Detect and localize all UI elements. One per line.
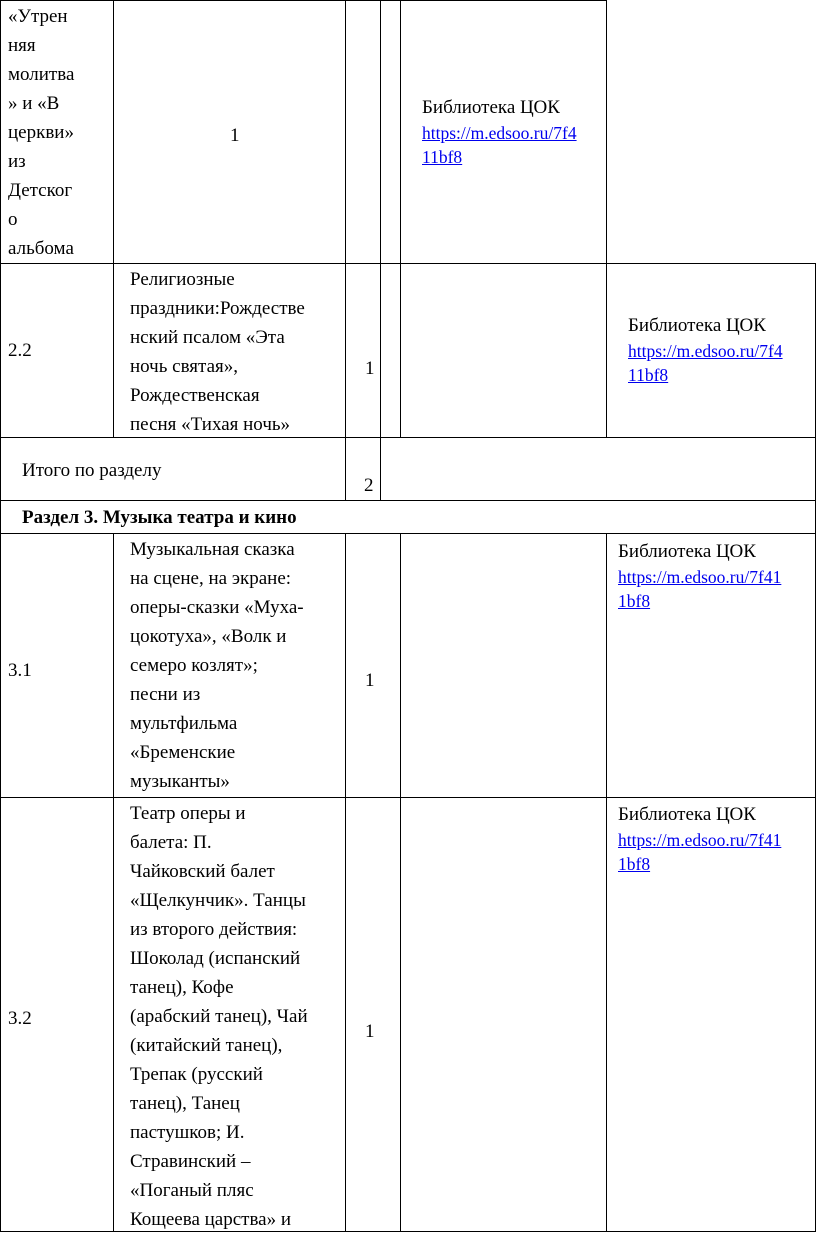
lesson-number: 3.1 (8, 660, 32, 681)
col-border (400, 0, 401, 263)
col-border (380, 437, 381, 500)
col-border (606, 263, 607, 437)
col-border (0, 263, 1, 437)
col-border (345, 797, 346, 1231)
lesson-hours: 1 (365, 1021, 375, 1042)
col-border (380, 263, 381, 437)
section-heading: Раздел 3. Музыка театра и кино (22, 507, 297, 528)
library-label: Библиотека ЦОК (618, 804, 756, 825)
col-border (400, 797, 401, 1231)
library-link[interactable]: https://m.edsoo.ru/7f41 1bf8 (618, 830, 782, 874)
library-label: Библиотека ЦОК (422, 97, 560, 118)
library-label: Библиотека ЦОК (628, 315, 766, 336)
col-border (606, 797, 607, 1231)
lesson-number: 3.2 (8, 1008, 32, 1029)
col-border (0, 437, 1, 500)
lesson-hours: 1 (365, 358, 375, 379)
library-label: Библиотека ЦОК (618, 541, 756, 562)
library-link[interactable]: https://m.edsoo.ru/7f41 1bf8 (618, 567, 782, 611)
row-border (0, 500, 816, 501)
library-cell (618, 539, 813, 613)
lesson-title: Музыкальная сказка на сцене, на экране: оперы-сказки «Муха- цокотуха», «Волк и семеро козлят»; песни из мультфильма «Бременские музыканты» (130, 539, 304, 792)
col-border (113, 797, 114, 1231)
col-border (400, 533, 401, 797)
col-border (0, 533, 1, 797)
col-border (0, 797, 1, 1231)
section-total-label: Итого по разделу (22, 460, 162, 481)
row-border (0, 263, 816, 264)
library-link[interactable]: https://m.edsoo.ru/7f4 11bf8 (422, 123, 577, 167)
lesson-number: 2.2 (8, 340, 32, 361)
library-link[interactable]: https://m.edsoo.ru/7f4 11bf8 (628, 341, 783, 385)
lesson-title: Театр оперы и балета: П. Чайковский балет «Щелкунчик». Танцы из второго действия: Шоколад (испанский танец), Кофе (арабский танец), Чай (китайский танец), Трепак (русский танец), Танец пастушков; И. Стравинский – «Поганый пляс Кощеева царства» и (130, 803, 308, 1230)
col-border (380, 0, 381, 263)
library-cell (628, 313, 813, 387)
library-cell (422, 95, 602, 169)
col-border (113, 533, 114, 797)
row-border (0, 437, 816, 438)
library-cell (618, 802, 813, 876)
col-border (0, 0, 1, 263)
lesson-title: «Утрен няя молитва » и «В церкви» из Детског о альбома (8, 6, 75, 259)
section-total-hours: 2 (364, 475, 374, 496)
row-border (0, 0, 606, 1)
lesson-title: Религиозные праздники:Рождестве нский псалом «Эта ночь святая», Рождественская песня «Тихая ночь» (130, 269, 305, 435)
col-border (345, 533, 346, 797)
col-border (606, 0, 607, 263)
col-border (345, 0, 346, 263)
col-border (606, 533, 607, 797)
col-border (345, 437, 346, 500)
lesson-hours: 1 (230, 125, 240, 146)
col-border (113, 0, 114, 263)
row-border (0, 533, 816, 534)
row-border (0, 797, 816, 798)
col-border (0, 500, 1, 533)
row-border (0, 1231, 816, 1232)
col-border (113, 263, 114, 437)
col-border (400, 263, 401, 437)
lesson-hours: 1 (365, 670, 375, 691)
col-border (345, 263, 346, 437)
